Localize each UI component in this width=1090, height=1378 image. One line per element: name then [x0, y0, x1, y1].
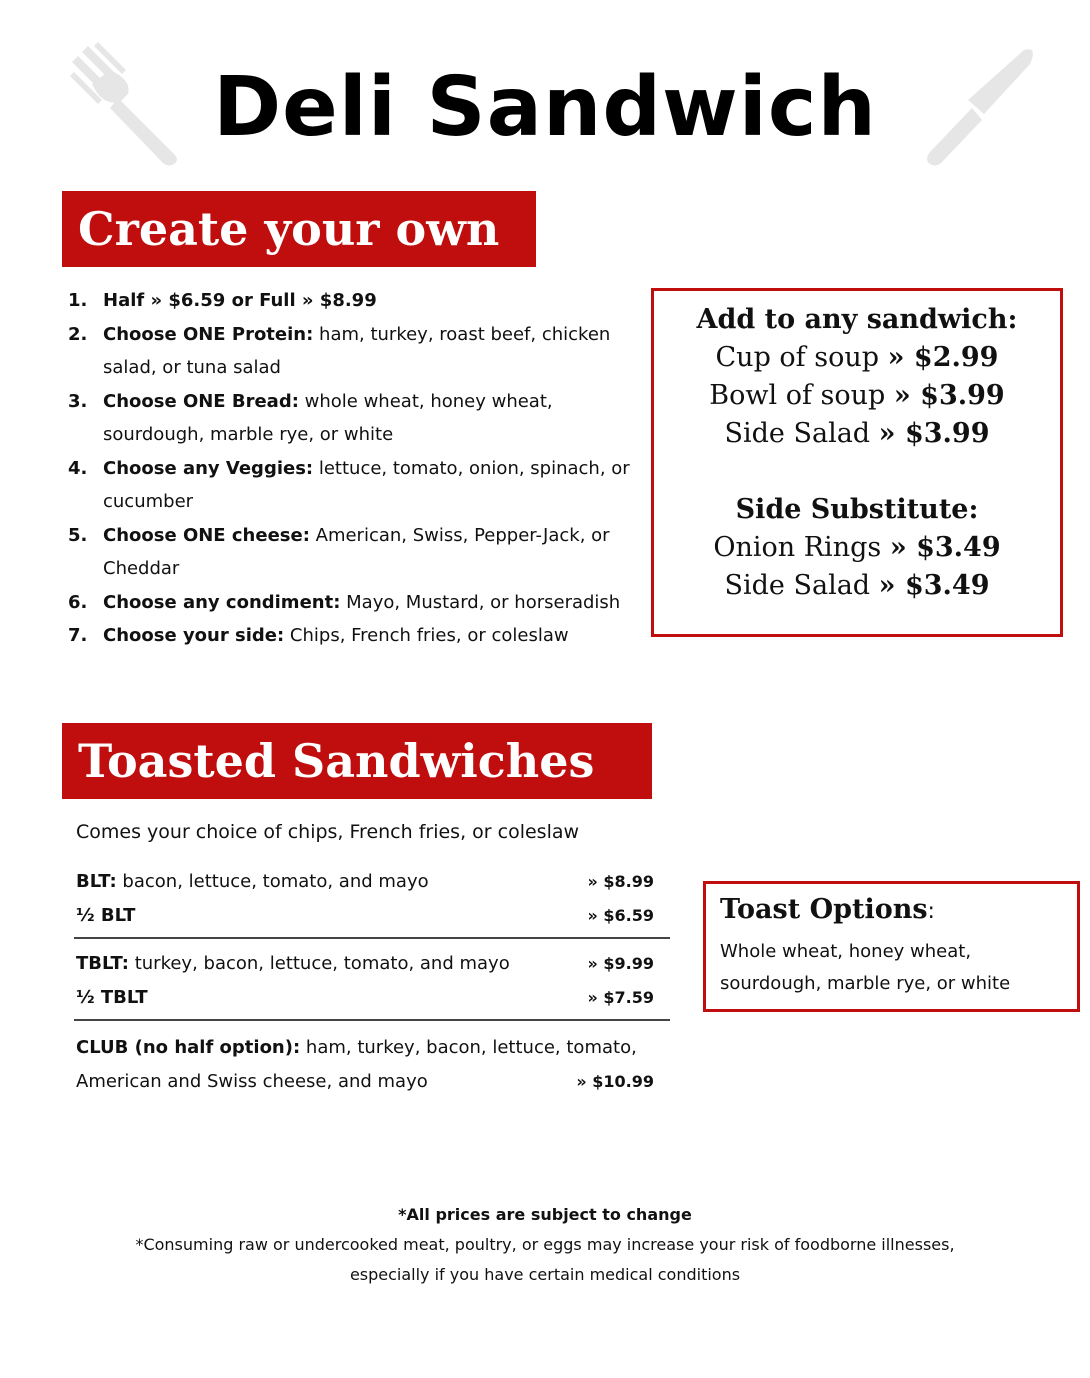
toasted-sandwiches-banner: Toasted Sandwiches	[62, 723, 652, 799]
list-item: 4. Choose any Veggies: lettuce, tomato, onion, spinach, or cucumber	[68, 457, 630, 512]
food-safety-note-cont: especially if you have certain medical conditions	[349, 1265, 741, 1284]
create-your-own-banner: Create your own	[62, 191, 536, 267]
price-change-note: *All prices are subject to change	[398, 1205, 692, 1224]
toast-options-box	[703, 881, 1080, 1012]
list-item: 5. Choose ONE cheese: American, Swiss, Pepper-Jack, or Cheddar	[68, 524, 610, 579]
footer-notes	[0, 1200, 1090, 1290]
menu-item-half-blt: ½ BLT » $6.59	[76, 905, 654, 926]
page-title: Deli Sandwich	[213, 60, 877, 155]
comes-with-text: Comes your choice of chips, French fries, or coleslaw	[76, 821, 580, 843]
toast-options-title: Toast Options:	[720, 894, 935, 925]
list-item: 3. Choose ONE Bread: whole wheat, honey wheat, sourdough, marble rye, or white	[68, 390, 553, 445]
create-steps-list	[66, 284, 646, 653]
addons-heading: Add to any sandwich:	[696, 304, 1018, 335]
menu-item-blt: BLT: bacon, lettuce, tomato, and mayo » $8.99	[76, 871, 654, 892]
menu-item-tblt: TBLT: turkey, bacon, lettuce, tomato, and mayo » $9.99	[76, 953, 654, 974]
divider	[74, 1019, 670, 1021]
list-item: 6. Choose any condiment: Mayo, Mustard, or horseradish	[68, 591, 621, 613]
addon-item: Side Salad » $3.99	[724, 418, 990, 449]
list-item: 1. Half » $6.59 or Full » $8.99	[68, 290, 377, 311]
substitute-item: Side Salad » $3.49	[724, 570, 990, 601]
menu-item-club-cont: American and Swiss cheese, and mayo » $10.99	[76, 1071, 654, 1092]
substitute-item: Onion Rings » $3.49	[713, 532, 1001, 563]
menu-item-club: CLUB (no half option): ham, turkey, bacon, lettuce, tomato,	[76, 1037, 637, 1058]
menu-item-half-tblt: ½ TBLT » $7.59	[76, 987, 654, 1008]
food-safety-note: *Consuming raw or undercooked meat, poultry, or eggs may increase your risk of foodborne illnesses,	[135, 1235, 955, 1254]
side-substitute-heading: Side Substitute:	[735, 494, 979, 525]
addon-item: Bowl of soup » $3.99	[709, 380, 1005, 411]
list-item: 2. Choose ONE Protein: ham, turkey, roast beef, chicken salad, or tuna salad	[68, 323, 611, 378]
list-item: 7. Choose your side: Chips, French fries, or coleslaw	[68, 625, 569, 646]
addons-box	[651, 288, 1063, 637]
divider	[74, 937, 670, 939]
addon-item: Cup of soup » $2.99	[715, 342, 999, 373]
toast-options-body: Whole wheat, honey wheat, sourdough, marble rye, or white	[720, 941, 1011, 994]
